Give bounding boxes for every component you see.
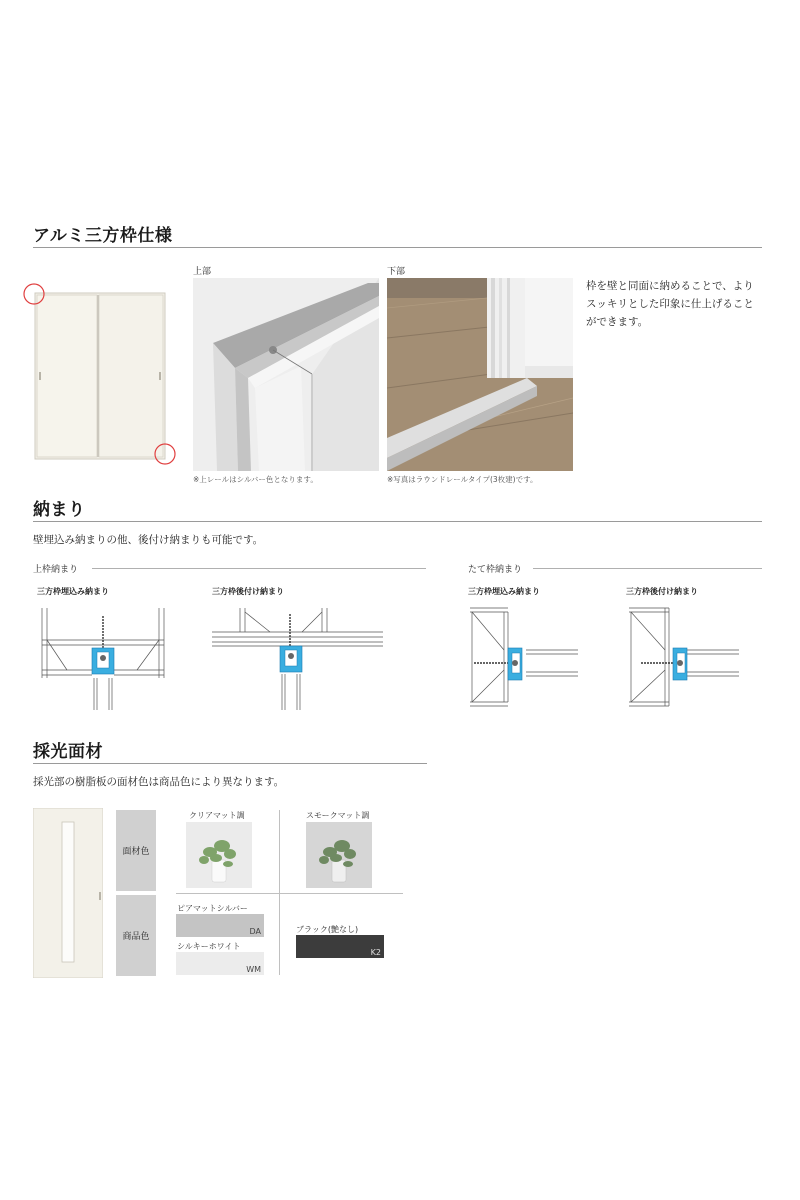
diagram-title-side-retrofit: 三方枠後付け納まり [626, 587, 698, 596]
diagram-title-upper-embedded: 三方枠埋込み納まり [37, 587, 109, 596]
upper-embedded-section-diagram [37, 600, 167, 712]
top-photo-label: 上部 [193, 267, 212, 277]
section-divider [33, 763, 427, 764]
diagram-title-upper-retrofit: 三方枠後付け納まり [212, 587, 284, 596]
upper-retrofit-section-diagram [210, 600, 385, 712]
section-divider [33, 521, 762, 522]
side-frame-label: たて枠納まり [468, 565, 523, 575]
clear-matte-label: クリアマット調 [189, 811, 245, 820]
side-frame-rule [533, 568, 762, 569]
product-color-category: 商品色 [116, 895, 156, 976]
section-divider [33, 247, 762, 248]
bottom-rail-photo [387, 278, 573, 471]
installation-description: 壁埋込み納まりの他、後付け納まりも可能です。 [33, 534, 264, 546]
smoke-matte-sample [306, 822, 372, 888]
swatch-label-black: ブラック(艶なし) [296, 925, 359, 934]
bottom-photo-caption: ※写真はラウンドレールタイプ(3枚建)です。 [387, 475, 538, 484]
side-embedded-section-diagram [468, 600, 578, 716]
swatch-white [176, 952, 264, 975]
swatch-label-silver: ピアマットシルバー [177, 904, 248, 913]
upper-frame-label: 上枠納まり [33, 565, 79, 575]
diagram-title-side-embedded: 三方枠埋込み納まり [468, 587, 540, 596]
door-with-light-panel [33, 808, 103, 978]
light-panel-description: 採光部の樹脂板の面材色は商品色により異なります。 [33, 776, 285, 788]
swatch-code-white: WM [246, 965, 261, 974]
panel-color-category: 面材色 [116, 810, 156, 891]
sliding-door-illustration [23, 280, 180, 472]
bottom-photo-label: 下部 [387, 267, 406, 277]
section-title-installation: 納まり [33, 500, 86, 520]
upper-frame-rule [92, 568, 426, 569]
swatch-black [296, 935, 384, 958]
top-photo-caption: ※上レールはシルバー色となります。 [193, 475, 318, 484]
section-title-alumi-frame: アルミ三方枠仕様 [33, 226, 173, 246]
clear-matte-sample [186, 822, 252, 888]
side-retrofit-section-diagram [627, 600, 739, 716]
section-title-light-panel: 採光面材 [33, 742, 103, 762]
top-rail-photo [193, 278, 379, 471]
swatch-silver [176, 914, 264, 937]
frame-description: 枠を壁と同面に納めることで、よりスッキリとした印象に仕上げることができます。 [586, 280, 754, 328]
grid-horizontal-divider [176, 893, 403, 894]
swatch-code-silver: DA [249, 927, 261, 936]
swatch-label-white: シルキーホワイト [177, 942, 241, 951]
swatch-code-black: K2 [370, 948, 381, 957]
smoke-matte-label: スモークマット調 [306, 811, 370, 820]
